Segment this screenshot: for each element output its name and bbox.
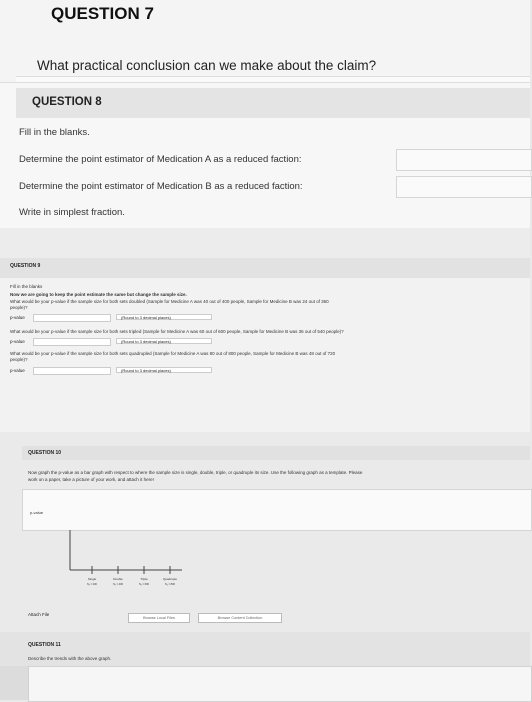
round-hint-tripled: (Round to 3 decimal places) <box>116 338 212 344</box>
question-8-medication-a-label: Determine the point estimator of Medication A as a reduced faction: <box>19 154 302 165</box>
question-9-intro: Now we are going to keep the point estimate the same but change the sample size. <box>10 292 187 297</box>
question-7-title: QUESTION 7 <box>51 4 154 23</box>
question-9-title: QUESTION 9 <box>10 263 41 269</box>
question-9-quadrupled-text-2: people)? <box>10 357 28 362</box>
p-value-quadrupled-select[interactable] <box>33 367 111 375</box>
graph-category-label: Quadruple <box>162 577 178 581</box>
graph-category-labels <box>87 577 177 586</box>
round-hint-doubled: (Round to 3 decimal places) <box>116 314 212 320</box>
question-9-section <box>0 228 530 432</box>
question-8-medication-b-label: Determine the point estimator of Medication B as a reduced faction: <box>19 181 303 192</box>
p-value-label-tripled: p-value <box>10 339 25 344</box>
question-10-header <box>22 446 530 460</box>
question-11-title: QUESTION 11 <box>28 642 61 648</box>
question-10-section <box>0 432 530 632</box>
question-7-prompt: What practical conclusion can we make about the claim? <box>37 58 377 73</box>
question-11-answer-box[interactable] <box>28 666 532 702</box>
p-value-label-doubled: p-value <box>10 315 25 320</box>
question-9-header <box>0 258 530 278</box>
browse-local-files-button[interactable]: Browse Local Files <box>128 613 190 623</box>
question-8-header <box>16 88 530 118</box>
graph-category-sublabel: N₁ = 200 <box>86 583 98 586</box>
question-11-prompt: Describe the trends with the above graph. <box>28 656 112 661</box>
question-10-prompt-1: Now graph the p-value as a bar graph with respect to where the sample size is single, double, triple, or quadruple its size. Use the following graph as a template. Please <box>28 470 363 475</box>
question-9-fill: Fill in the blanks <box>10 284 43 289</box>
question-9-doubled-text-2: people)? <box>10 305 28 310</box>
p-value-tripled-select[interactable] <box>33 338 111 346</box>
question-8-simplest-note: Write in simplest fraction. <box>19 207 125 218</box>
question-9-doubled-text: What would be your p-value if the sample size for both sets doubled (Sample for Medicine A was 40 out of 400 people, Sample for Medicine B was 24 out of 360 <box>10 299 329 304</box>
p-value-doubled-select[interactable] <box>33 314 111 322</box>
graph-category-label: Single <box>87 577 97 581</box>
graph-category-sublabel: N₁ = 400 <box>112 583 124 586</box>
question-10-answer-area[interactable] <box>22 489 532 531</box>
graph-axis-label: p-value <box>30 510 44 515</box>
browse-content-collection-button[interactable]: Browse Content Collection <box>198 613 282 623</box>
question-8-section <box>0 82 530 229</box>
medication-b-estimator-input[interactable] <box>396 176 532 198</box>
question-10-title: QUESTION 10 <box>28 450 62 456</box>
question-8-instruction: Fill in the blanks. <box>19 127 90 138</box>
graph-category-sublabel: N₁ = 600 <box>138 583 150 586</box>
round-hint-quadrupled: (Round to 3 decimal places) <box>116 367 212 373</box>
attach-file-label: Attach File <box>28 612 50 617</box>
graph-category-sublabel: N₁ = 800 <box>164 583 176 586</box>
p-value-graph-template <box>22 510 282 592</box>
question-10-prompt-2: work on a paper, take a picture of your work, and attach it here! <box>28 477 154 482</box>
question-11-section <box>0 632 530 700</box>
graph-category-label: Double <box>113 577 123 581</box>
question-7-section <box>0 0 530 82</box>
question-8-title: QUESTION 8 <box>32 96 102 108</box>
p-value-label-quadrupled: p-value <box>10 368 25 373</box>
medication-a-estimator-input[interactable] <box>396 149 532 171</box>
question-9-tripled-text: What would be your p-value if the sample size for both sets tripled (Sample for Medicine A was 60 out of 600 people, Sample for Medicine B was 36 out of 540 people)? <box>10 329 344 334</box>
graph-category-label: Triple <box>140 577 148 581</box>
question-9-quadrupled-text: What would be your p-value if the sample size for both sets quadrupled (Sample for Medicine A was 80 out of 800 people, Sample for Medicine B was 48 out of 720 <box>10 351 336 356</box>
